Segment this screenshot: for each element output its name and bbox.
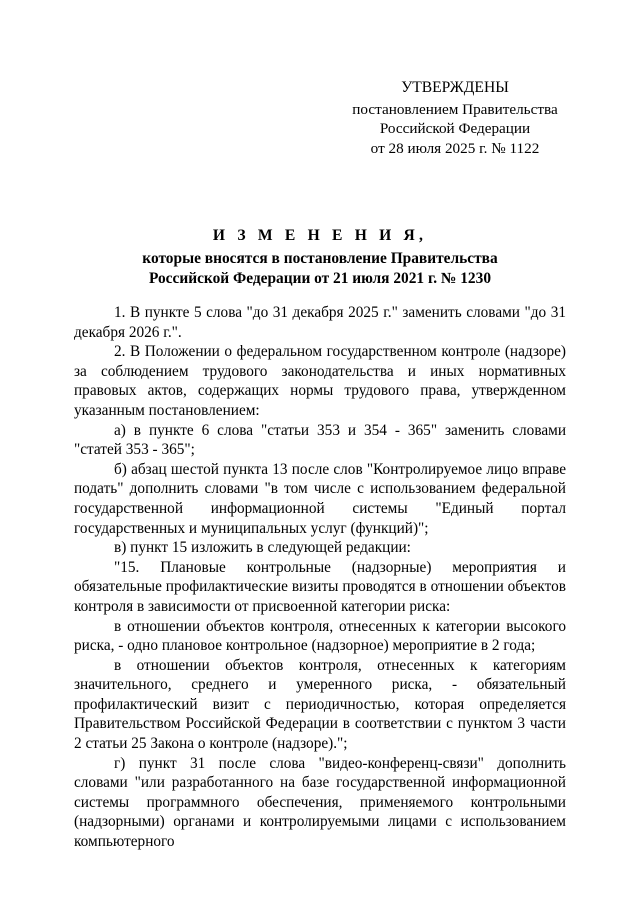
approval-line: Российской Федерации xyxy=(379,120,531,137)
paragraph: г) пункт 31 после слова "видео-конференц-связи" дополнить словами "или разработанного на базе государственной информационной системы программного обеспечения, применяемого контрольными (надзорными) органами и контролируемыми лицами с использованием компьютерного xyxy=(74,754,566,851)
document-title: И З М Е Н Е Н И Я, xyxy=(212,227,428,244)
approval-stamp-block xyxy=(330,78,580,158)
approval-label: УТВЕРЖДЕНЫ xyxy=(401,79,509,96)
paragraph: а) в пункте 6 слова "статьи 353 и 354 - 365" заменить словами "статей 353 - 365"; xyxy=(74,421,566,459)
document-body xyxy=(74,303,566,852)
paragraph: 2. В Положении о федеральном государственном контроле (надзоре) за соблюдением трудового законодательства и иных нормативных правовых актов, содержащих нормы трудового права, утвержденном указанным постановлением: xyxy=(74,343,566,419)
paragraph: в отношении объектов контроля, отнесенных к категориям значительного, среднего и умеренного риска, - обязательный профилактический визит с периодичностью, которая определяется Правительством Российской Федерации в соответствии с пунктом 3 части 2 статьи 25 Закона о контроле (надзоре)."; xyxy=(74,656,566,753)
document-heading xyxy=(74,226,566,288)
approval-line: постановлением Правительства xyxy=(352,100,558,118)
document-subtitle xyxy=(74,249,566,288)
subtitle-line: которые вносятся в постановление Правительства xyxy=(142,250,498,267)
paragraph: б) абзац шестой пункта 13 после слов "Контролируемое лицо вправе подать" дополнить словами "в том числе с использованием федеральной государственной информационной системы "Единый портал государственных и муниципальных услуг (функций)"; xyxy=(74,460,566,537)
paragraph: 1. В пункте 5 слова "до 31 декабря 2025 г." заменить словами "до 31 декабря 2026 г.". xyxy=(74,304,566,341)
paragraph: в) пункт 15 изложить в следующей редакции: xyxy=(114,539,411,557)
paragraph: "15. Плановые контрольные (надзорные) мероприятия и обязательные профилактические визиты проводятся в отношении объектов контроля в зависимости от присвоенной категории риска: xyxy=(74,558,566,615)
subtitle-line: Российской Федерации от 21 июля 2021 г. № 1230 xyxy=(148,269,492,287)
approval-line: от 28 июля 2025 г. № 1122 xyxy=(370,139,540,157)
paragraph: в отношении объектов контроля, отнесенных к категории высокого риска, - одно плановое контрольное (надзорное) мероприятие в 2 года; xyxy=(74,617,566,655)
